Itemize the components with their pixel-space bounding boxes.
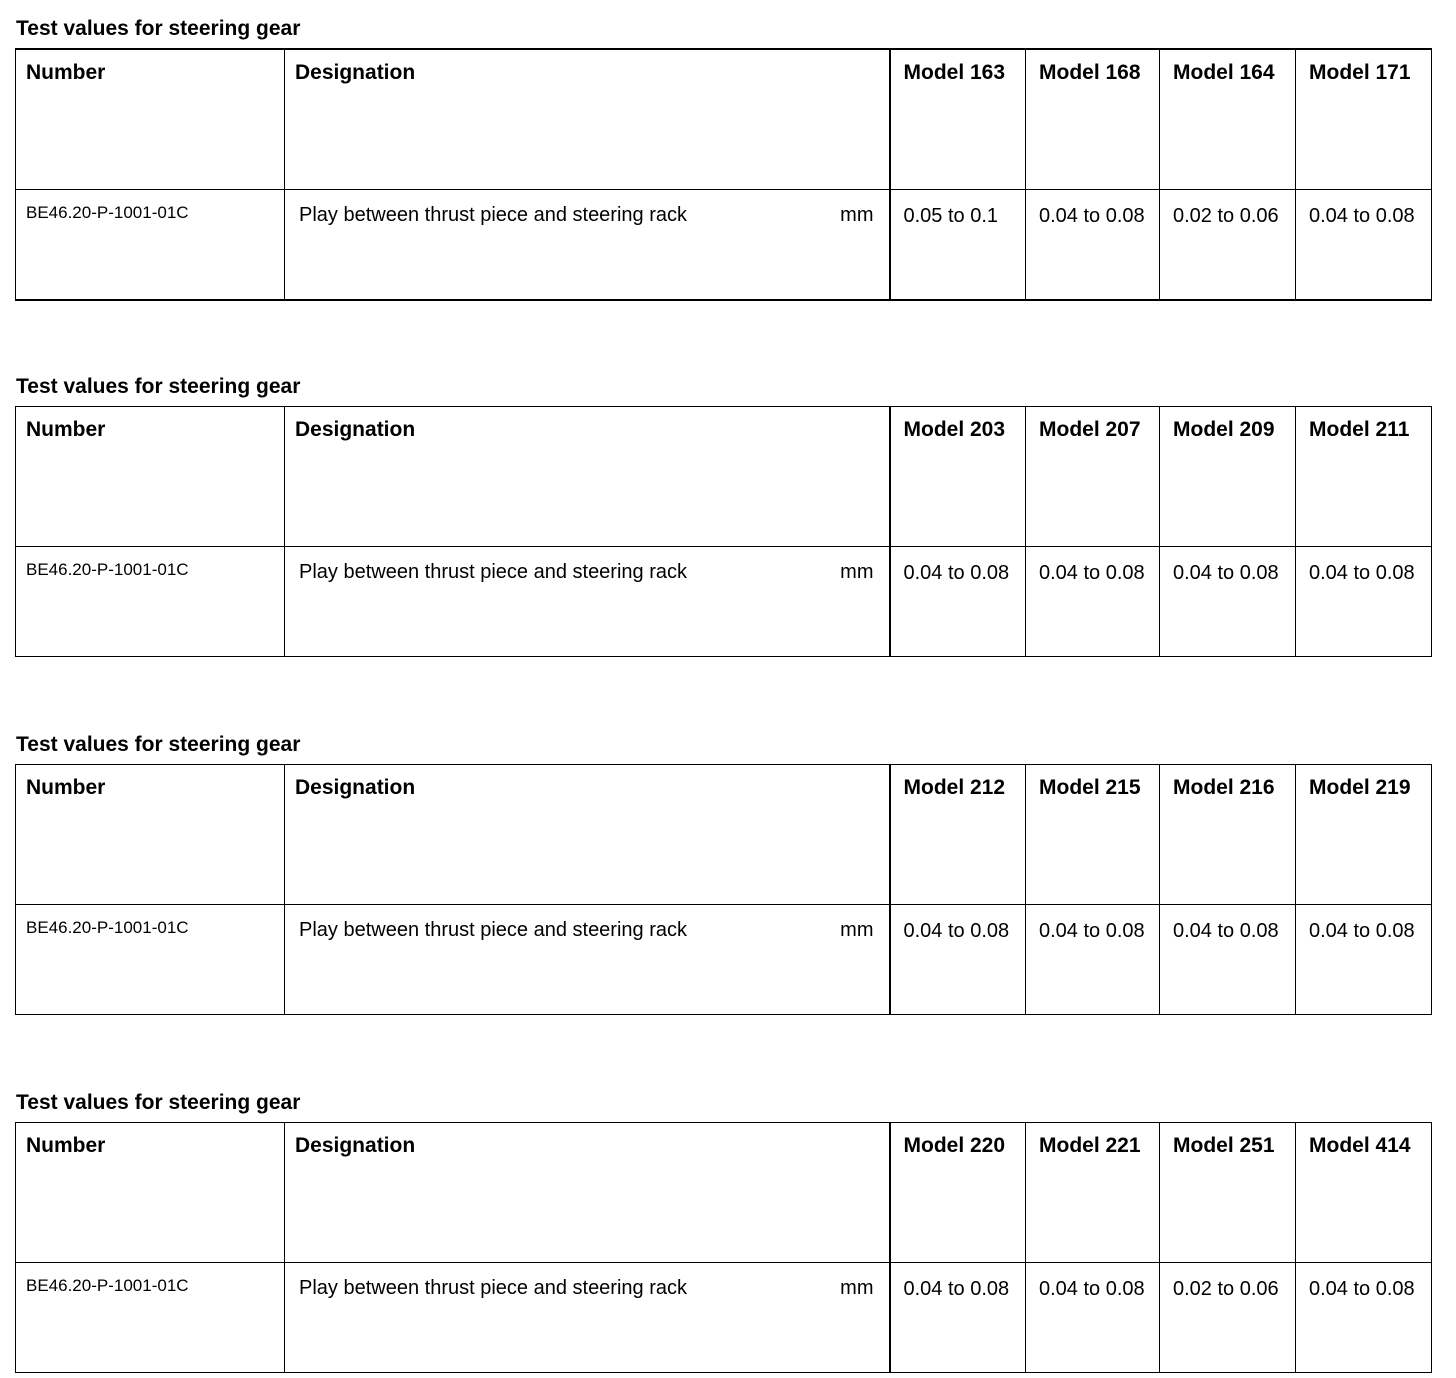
- table-row: [16, 547, 1432, 657]
- row-unit: mm: [840, 561, 874, 583]
- table-header-row: [16, 765, 1432, 905]
- header-model: Model 168: [1026, 49, 1160, 190]
- test-values-section: [15, 1088, 1432, 1373]
- row-designation: Play between thrust piece and steering rack: [299, 1277, 687, 1299]
- header-model: Model 215: [1026, 765, 1160, 905]
- row-value: 0.04 to 0.08: [890, 547, 1026, 657]
- row-value: 0.04 to 0.08: [1026, 547, 1160, 657]
- row-value: 0.04 to 0.08: [1296, 1263, 1432, 1373]
- row-value: 0.04 to 0.08: [890, 905, 1026, 1015]
- row-value: 0.04 to 0.08: [1160, 547, 1296, 657]
- header-number: Number: [16, 407, 285, 547]
- section-title: Test values for steering gear: [16, 375, 301, 398]
- row-value: 0.02 to 0.06: [1160, 1263, 1296, 1373]
- header-model: Model 209: [1160, 407, 1296, 547]
- row-unit: mm: [840, 1277, 874, 1299]
- section-title: Test values for steering gear: [16, 733, 301, 756]
- section-title: Test values for steering gear: [16, 17, 301, 40]
- header-model: Model 203: [890, 407, 1026, 547]
- row-value: 0.04 to 0.08: [1296, 547, 1432, 657]
- row-number: BE46.20-P-1001-01C: [16, 905, 285, 1015]
- row-number: BE46.20-P-1001-01C: [16, 190, 285, 301]
- table-header-row: [16, 49, 1432, 190]
- section-title: Test values for steering gear: [16, 1091, 301, 1114]
- table-row: [16, 190, 1432, 301]
- header-model: Model 414: [1296, 1123, 1432, 1263]
- header-model: Model 216: [1160, 765, 1296, 905]
- row-designation: Play between thrust piece and steering rack: [299, 204, 687, 226]
- header-model: Model 212: [890, 765, 1026, 905]
- header-model: Model 211: [1296, 407, 1432, 547]
- test-values-table: [15, 48, 1432, 301]
- test-values-section: [15, 730, 1432, 1015]
- row-designation-cell: [285, 190, 890, 301]
- row-value: 0.05 to 0.1: [890, 190, 1026, 301]
- row-value: 0.04 to 0.08: [1296, 190, 1432, 301]
- header-model: Model 207: [1026, 407, 1160, 547]
- header-model: Model 219: [1296, 765, 1432, 905]
- row-value: 0.04 to 0.08: [1296, 905, 1432, 1015]
- row-value: 0.04 to 0.08: [1026, 905, 1160, 1015]
- row-value: 0.04 to 0.08: [1026, 190, 1160, 301]
- table-header-row: [16, 407, 1432, 547]
- test-values-section: [15, 14, 1432, 301]
- header-designation: Designation: [285, 407, 890, 547]
- header-number: Number: [16, 49, 285, 190]
- row-value: 0.04 to 0.08: [1160, 905, 1296, 1015]
- row-value: 0.04 to 0.08: [1026, 1263, 1160, 1373]
- test-values-table: [15, 406, 1432, 657]
- test-values-table: [15, 764, 1432, 1015]
- header-designation: Designation: [285, 49, 890, 190]
- header-number: Number: [16, 765, 285, 905]
- test-values-section: [15, 372, 1432, 657]
- table-row: [16, 905, 1432, 1015]
- row-value: 0.02 to 0.06: [1160, 190, 1296, 301]
- row-number: BE46.20-P-1001-01C: [16, 1263, 285, 1373]
- row-unit: mm: [840, 204, 874, 226]
- row-unit: mm: [840, 919, 874, 941]
- row-value: 0.04 to 0.08: [890, 1263, 1026, 1373]
- row-designation: Play between thrust piece and steering rack: [299, 919, 687, 941]
- header-model: Model 251: [1160, 1123, 1296, 1263]
- table-row: [16, 1263, 1432, 1373]
- row-number: BE46.20-P-1001-01C: [16, 547, 285, 657]
- row-designation-cell: [285, 1263, 890, 1373]
- row-designation: Play between thrust piece and steering rack: [299, 561, 687, 583]
- header-model: Model 163: [890, 49, 1026, 190]
- header-model: Model 164: [1160, 49, 1296, 190]
- test-values-table: [15, 1122, 1432, 1373]
- row-designation-cell: [285, 905, 890, 1015]
- header-model: Model 171: [1296, 49, 1432, 190]
- row-designation-cell: [285, 547, 890, 657]
- header-designation: Designation: [285, 765, 890, 905]
- header-model: Model 220: [890, 1123, 1026, 1263]
- header-number: Number: [16, 1123, 285, 1263]
- table-header-row: [16, 1123, 1432, 1263]
- header-designation: Designation: [285, 1123, 890, 1263]
- header-model: Model 221: [1026, 1123, 1160, 1263]
